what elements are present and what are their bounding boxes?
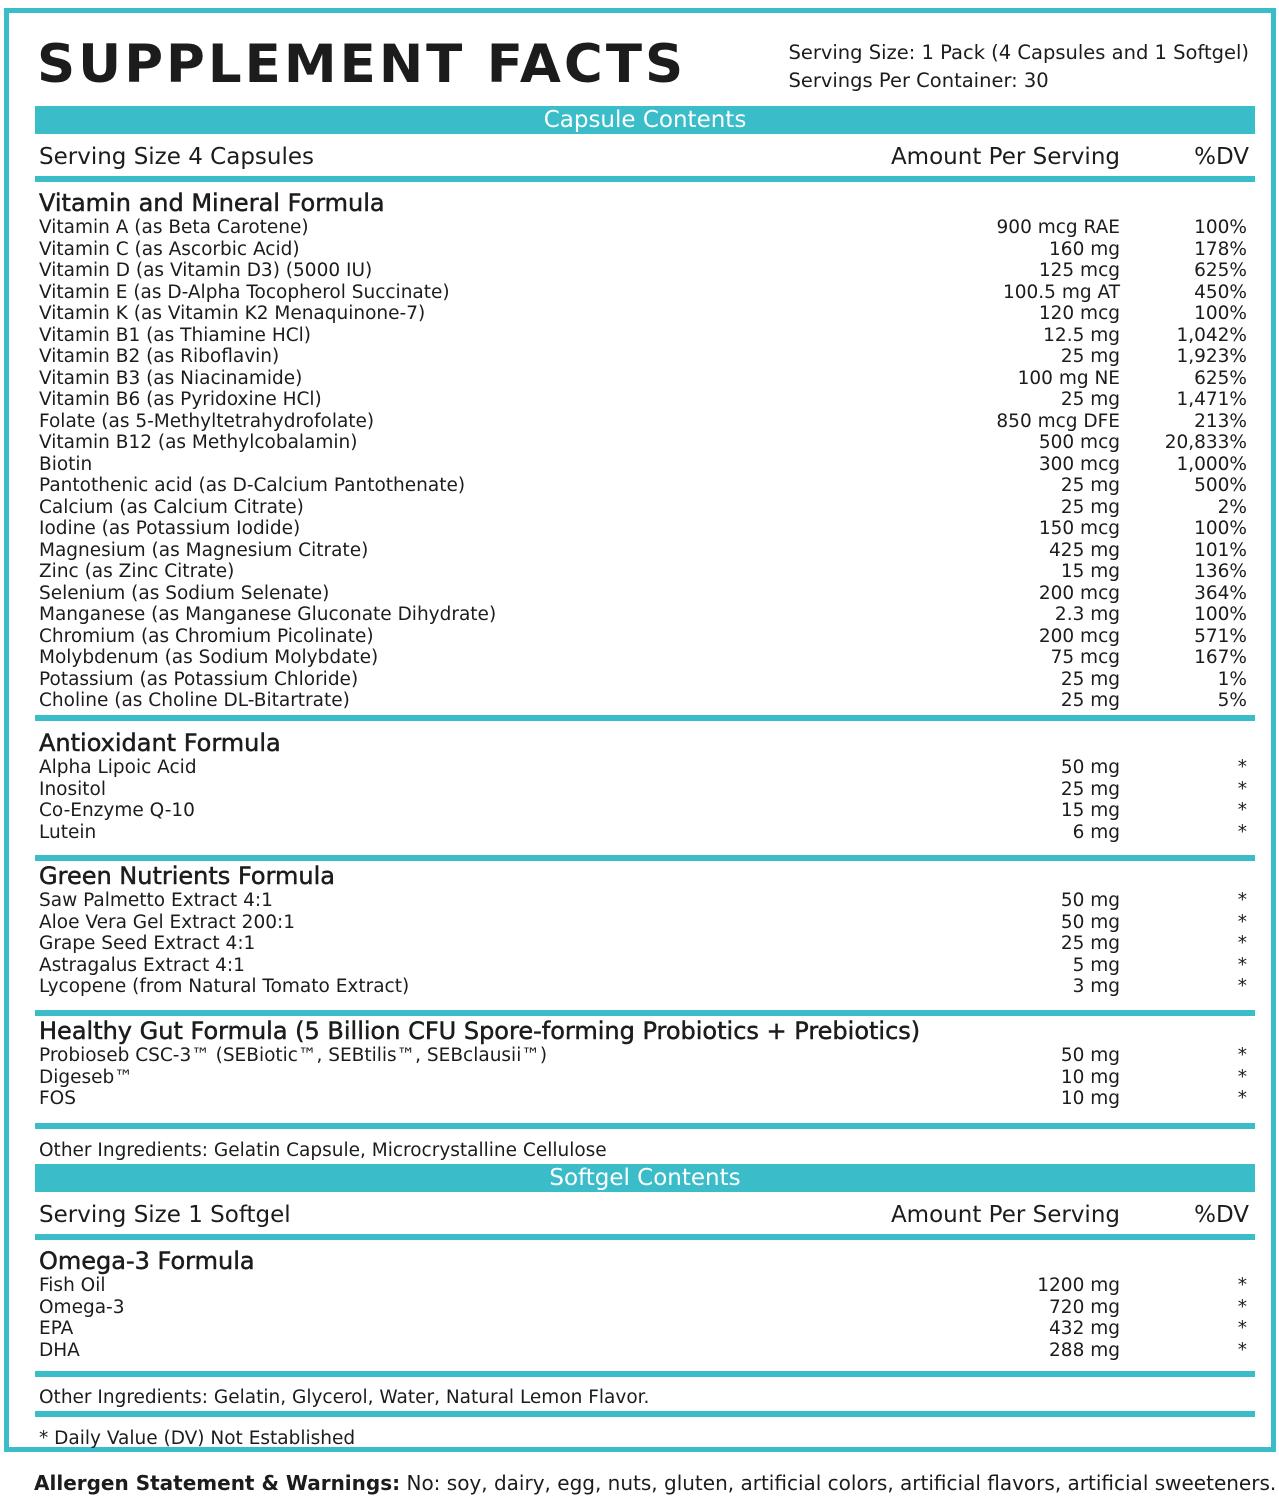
ingredient-dv: 213% (1194, 410, 1247, 432)
ingredient-row (35, 669, 1255, 691)
ingredient-row (35, 217, 1255, 239)
ingredient-amount: 25 mg (1060, 475, 1120, 496)
ingredient-row (35, 757, 1255, 779)
ingredient-name: Grape Seed Extract 4:1 (39, 933, 256, 954)
ingredient-name: Saw Palmetto Extract 4:1 (39, 890, 273, 911)
ingredient-amount: 150 mcg (1038, 518, 1120, 539)
ingredient-name: Digeseb™ (39, 1066, 133, 1088)
ingredient-row (35, 1088, 1255, 1110)
ingredient-amount: 120 mcg (1038, 303, 1120, 324)
ingredient-dv: 364% (1194, 582, 1247, 604)
ingredient-name: DHA (39, 1339, 80, 1361)
ingredient-row (35, 561, 1255, 583)
ingredient-name: Vitamin B6 (as Pyridoxine HCl) (39, 389, 322, 410)
ingredient-dv: 100% (1194, 604, 1247, 625)
ingredient-row (35, 1275, 1255, 1297)
ingredient-dv: 1,471% (1176, 389, 1247, 410)
dv-header: %DV (1194, 1202, 1249, 1228)
section-title: Omega-3 Formula (39, 1247, 255, 1275)
ingredient-dv: * (1237, 778, 1247, 800)
ingredient-row (35, 325, 1255, 347)
serving-info (788, 39, 1249, 95)
ingredient-amount: 720 mg (1049, 1296, 1120, 1318)
ingredient-name: Zinc (as Zinc Citrate) (39, 561, 235, 582)
ingredient-amount: 50 mg (1060, 757, 1120, 778)
section-title: Antioxidant Formula (39, 729, 281, 757)
ingredient-row (35, 690, 1255, 712)
supplement-facts-panel (4, 8, 1276, 1452)
ingredient-name: Vitamin C (as Ascorbic Acid) (39, 238, 300, 260)
ingredient-dv: 450% (1194, 281, 1247, 303)
ingredient-amount: 3 mg (1072, 976, 1120, 997)
ingredient-amount: 25 mg (1060, 933, 1120, 954)
ingredient-amount: 25 mg (1060, 778, 1120, 800)
divider (35, 1123, 1255, 1129)
ingredient-name: Alpha Lipoic Acid (39, 757, 197, 778)
ingredient-name: Omega-3 (39, 1296, 125, 1318)
ingredient-amount: 100.5 mg AT (1002, 281, 1120, 303)
ingredient-amount: 15 mg (1060, 561, 1120, 582)
ingredient-row (35, 540, 1255, 562)
ingredient-name: Lycopene (from Natural Tomato Extract) (39, 976, 410, 997)
ingredient-row (35, 1297, 1255, 1319)
ingredient-amount: 2.3 mg (1054, 604, 1120, 625)
divider (35, 1371, 1255, 1377)
ingredient-name: Vitamin K (as Vitamin K2 Menaquinone-7) (39, 303, 426, 324)
softgel-other-ingredients: Other Ingredients: Gelatin, Glycerol, Water, Natural Lemon Flavor. (39, 1387, 650, 1408)
ingredient-dv: 167% (1194, 647, 1247, 668)
ingredient-dv: 101% (1194, 539, 1247, 561)
ingredient-row (35, 604, 1255, 626)
ingredient-name: Vitamin E (as D-Alpha Tocopherol Succinate) (39, 281, 450, 303)
ingredient-amount: 200 mcg (1038, 582, 1120, 604)
ingredient-amount: 10 mg (1060, 1066, 1120, 1088)
ingredient-dv: 1,042% (1176, 324, 1247, 346)
ingredient-row (35, 260, 1255, 282)
ingredient-name: Astragalus Extract 4:1 (39, 954, 245, 976)
ingredient-amount: 500 mcg (1038, 432, 1120, 453)
ingredient-name: FOS (39, 1088, 76, 1109)
ingredient-name: Pantothenic acid (as D-Calcium Pantothenate) (39, 475, 466, 496)
ingredient-row (35, 822, 1255, 844)
ingredient-name: Biotin (39, 453, 93, 475)
ingredient-row (35, 1067, 1255, 1089)
divider (35, 176, 1255, 182)
ingredient-name: Magnesium (as Magnesium Citrate) (39, 539, 369, 561)
ingredient-row (35, 411, 1255, 433)
ingredient-row (35, 454, 1255, 476)
ingredient-amount: 50 mg (1060, 911, 1120, 933)
ingredient-amount: 75 mcg (1050, 647, 1120, 668)
omega-3-section (35, 1247, 1255, 1361)
section-title: Healthy Gut Formula (5 Billion CFU Spore-forming Probiotics + Prebiotics) (39, 1017, 921, 1045)
ingredient-name: Vitamin B1 (as Thiamine HCl) (39, 324, 311, 346)
ingredient-amount: 300 mcg (1038, 453, 1120, 475)
softgel-contents-band: Softgel Contents (35, 1164, 1255, 1192)
ingredient-amount: 432 mg (1049, 1318, 1120, 1339)
ingredient-dv: 1,000% (1176, 453, 1247, 475)
ingredient-dv: 571% (1194, 625, 1247, 647)
ingredient-amount: 900 mcg RAE (996, 217, 1120, 238)
ingredient-name: Folate (as 5-Methyltetrahydrofolate) (39, 410, 375, 432)
ingredient-dv: * (1237, 1318, 1247, 1339)
ingredient-amount: 1200 mg (1037, 1275, 1120, 1296)
ingredient-amount: 5 mg (1072, 954, 1120, 976)
ingredient-dv: * (1237, 933, 1247, 954)
ingredient-dv: 100% (1194, 303, 1247, 324)
ingredient-dv: * (1237, 800, 1247, 821)
ingredient-dv: * (1237, 821, 1247, 843)
ingredient-row (35, 1340, 1255, 1362)
servings-per-container-text: Servings Per Container: 30 (788, 69, 1049, 92)
divider (35, 855, 1255, 861)
ingredient-amount: 850 mcg DFE (996, 410, 1120, 432)
ingredient-dv: 136% (1194, 561, 1247, 582)
ingredient-row (35, 282, 1255, 304)
ingredient-row (35, 518, 1255, 540)
ingredient-name: Choline (as Choline DL-Bitartrate) (39, 690, 350, 711)
ingredient-name: EPA (39, 1318, 74, 1339)
ingredient-row (35, 497, 1255, 519)
ingredient-dv: 178% (1194, 238, 1247, 260)
ingredient-name: Vitamin B2 (as Riboflavin) (39, 346, 280, 367)
ingredient-dv: 1,923% (1176, 346, 1247, 367)
ingredient-amount: 25 mg (1060, 690, 1120, 711)
page-title: SUPPLEMENT FACTS (37, 34, 687, 95)
divider (35, 1234, 1255, 1240)
ingredient-row (35, 346, 1255, 368)
ingredient-row (35, 475, 1255, 497)
capsule-contents-band: Capsule Contents (35, 106, 1255, 134)
section-title: Green Nutrients Formula (39, 862, 335, 890)
ingredient-amount: 425 mg (1049, 539, 1120, 561)
ingredient-row (35, 955, 1255, 977)
ingredient-name: Co-Enzyme Q-10 (39, 800, 195, 821)
ingredient-amount: 25 mg (1060, 346, 1120, 367)
green-nutrients-section (35, 862, 1255, 998)
ingredient-row (35, 583, 1255, 605)
ingredient-amount: 6 mg (1072, 821, 1120, 843)
allergen-label: Allergen Statement & Warnings: (34, 1471, 401, 1495)
softgel-serving-label: Serving Size 1 Softgel (39, 1202, 291, 1228)
ingredient-dv: * (1237, 1066, 1247, 1088)
ingredient-name: Aloe Vera Gel Extract 200:1 (39, 911, 295, 933)
ingredient-name: Fish Oil (39, 1275, 106, 1296)
capsule-column-header (35, 138, 1255, 176)
ingredient-amount: 25 mg (1060, 668, 1120, 690)
dv-header: %DV (1194, 144, 1249, 170)
ingredient-dv: * (1237, 1088, 1247, 1109)
divider (35, 1010, 1255, 1016)
ingredient-amount: 160 mg (1049, 238, 1120, 260)
ingredient-name: Molybdenum (as Sodium Molybdate) (39, 647, 379, 668)
healthy-gut-section (35, 1017, 1255, 1110)
ingredient-row (35, 389, 1255, 411)
ingredient-amount: 25 mg (1060, 496, 1120, 518)
capsule-serving-label: Serving Size 4 Capsules (39, 144, 315, 170)
allergen-statement (34, 1470, 1276, 1496)
amount-header: Amount Per Serving (890, 144, 1120, 170)
ingredient-row (35, 432, 1255, 454)
ingredient-amount: 288 mg (1049, 1339, 1120, 1361)
allergen-text: No: soy, dairy, egg, nuts, gluten, artificial colors, artificial flavors, artificial sweeteners. (406, 1471, 1277, 1495)
ingredient-name: Probioseb CSC-3™ (SEBiotic™, SEBtilis™, SEBclausii™) (39, 1045, 548, 1066)
ingredient-dv: 20,833% (1164, 432, 1247, 453)
ingredient-name: Manganese (as Manganese Gluconate Dihydrate) (39, 604, 497, 625)
ingredient-name: Lutein (39, 821, 97, 843)
ingredient-name: Vitamin B12 (as Methylcobalamin) (39, 432, 358, 453)
ingredient-amount: 50 mg (1060, 1045, 1120, 1066)
ingredient-row (35, 1045, 1255, 1067)
ingredient-amount: 25 mg (1060, 389, 1120, 410)
serving-size-text: Serving Size: 1 Pack (4 Capsules and 1 Softgel) (788, 41, 1249, 64)
capsule-other-ingredients: Other Ingredients: Gelatin Capsule, Microcrystalline Cellulose (39, 1140, 607, 1161)
ingredient-row (35, 933, 1255, 955)
ingredient-row (35, 800, 1255, 822)
amount-header: Amount Per Serving (890, 1202, 1120, 1228)
ingredient-dv: * (1237, 976, 1247, 997)
ingredient-row (35, 303, 1255, 325)
ingredient-amount: 10 mg (1060, 1088, 1120, 1109)
ingredient-row (35, 626, 1255, 648)
divider (35, 1411, 1255, 1417)
ingredient-name: Selenium (as Sodium Selenate) (39, 582, 330, 604)
ingredient-name: Vitamin D (as Vitamin D3) (5000 IU) (39, 260, 373, 281)
ingredient-dv: 100% (1194, 518, 1247, 539)
dv-footnote: * Daily Value (DV) Not Established (39, 1428, 356, 1449)
ingredient-dv: 625% (1194, 260, 1247, 281)
ingredient-amount: 15 mg (1060, 800, 1120, 821)
section-title: Vitamin and Mineral Formula (39, 189, 385, 217)
ingredient-dv: * (1237, 757, 1247, 778)
ingredient-dv: * (1237, 954, 1247, 976)
ingredient-name: Chromium (as Chromium Picolinate) (39, 625, 374, 647)
ingredient-dv: * (1237, 1045, 1247, 1066)
ingredient-amount: 12.5 mg (1043, 324, 1120, 346)
divider (35, 715, 1255, 721)
softgel-column-header (35, 1196, 1255, 1234)
ingredient-amount: 50 mg (1060, 890, 1120, 911)
ingredient-row (35, 912, 1255, 934)
ingredient-dv: 2% (1217, 496, 1247, 518)
ingredient-row (35, 368, 1255, 390)
ingredient-dv: 5% (1217, 690, 1247, 711)
ingredient-dv: * (1237, 890, 1247, 911)
ingredient-name: Iodine (as Potassium Iodide) (39, 518, 301, 539)
vitamin-mineral-section (35, 189, 1255, 712)
ingredient-row (35, 779, 1255, 801)
ingredient-dv: * (1237, 1275, 1247, 1296)
ingredient-name: Vitamin B3 (as Niacinamide) (39, 367, 303, 389)
ingredient-amount: 100 mg NE (1017, 367, 1120, 389)
ingredient-dv: * (1237, 911, 1247, 933)
ingredient-row (35, 890, 1255, 912)
ingredient-dv: 500% (1194, 475, 1247, 496)
ingredient-dv: 100% (1194, 217, 1247, 238)
ingredient-amount: 200 mcg (1038, 625, 1120, 647)
antioxidant-section (35, 729, 1255, 843)
ingredient-name: Calcium (as Calcium Citrate) (39, 496, 304, 518)
ingredient-name: Inositol (39, 778, 106, 800)
ingredient-amount: 125 mcg (1038, 260, 1120, 281)
ingredient-name: Potassium (as Potassium Chloride) (39, 668, 359, 690)
ingredient-row (35, 647, 1255, 669)
ingredient-row (35, 239, 1255, 261)
ingredient-name: Vitamin A (as Beta Carotene) (39, 217, 309, 238)
ingredient-row (35, 1318, 1255, 1340)
ingredient-dv: 1% (1217, 668, 1247, 690)
ingredient-dv: 625% (1194, 367, 1247, 389)
ingredient-dv: * (1237, 1296, 1247, 1318)
ingredient-dv: * (1237, 1339, 1247, 1361)
ingredient-row (35, 976, 1255, 998)
